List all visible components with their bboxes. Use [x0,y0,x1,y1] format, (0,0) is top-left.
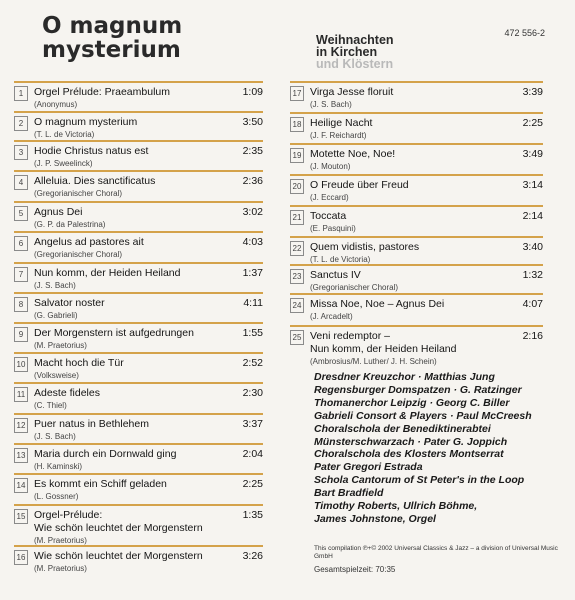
track-item [14,140,263,170]
track-item [14,545,263,575]
performer-line: Schola Cantorum of St Peter's in the Loop [314,474,525,487]
track-title: Angelus ad pastores ait [34,236,144,248]
track-duration: 2:16 [522,330,543,342]
track-number: 3 [14,145,28,160]
track-title: Der Morgenstern ist aufgedrungen [34,327,194,339]
track-number: 12 [14,418,28,433]
series-line-1: Weihnachten [316,33,394,47]
track-duration: 1:09 [242,86,263,98]
track-composer: (J. S. Bach) [310,100,352,109]
track-number: 1 [14,86,28,101]
performer-line: Münsterschwarzach · Pater G. Joppich [314,435,508,448]
track-item [14,413,263,443]
track-composer: (J. Eccard) [310,193,349,202]
total-playing-time: Gesamtspielzeit: 70:35 [314,565,396,574]
track-title: Motette Noe, Noe! [310,148,396,160]
track-title: Alleluia. Dies sanctificatus [34,175,156,187]
track-number: 8 [14,297,28,312]
track-title: Puer natus in Bethlehem [34,418,149,430]
track-item [14,292,263,322]
divider-rule [14,201,263,203]
divider-rule [290,112,543,114]
track-title: Orgel-Prélude: [34,509,103,521]
track-composer: (G. Gabrieli) [34,311,78,320]
track-item [290,143,543,173]
track-composer: (L. Gossner) [34,492,79,501]
track-number: 14 [14,478,28,493]
track-duration: 2:25 [242,478,263,490]
track-composer: (M. Praetorius) [34,564,87,573]
divider-rule [290,81,543,83]
divider-rule [14,545,263,547]
track-title: Es kommt ein Schiff geladen [34,478,167,490]
track-number: 10 [14,357,28,372]
track-composer: (J. Mouton) [310,162,351,171]
album-title [42,14,182,62]
track-number: 11 [14,387,28,402]
track-number: 16 [14,550,28,565]
track-composer: (C. Thiel) [34,401,67,410]
track-number: 7 [14,267,28,282]
track-composer: (M. Praetorius) [34,341,87,350]
track-duration: 2:36 [242,175,263,187]
track-duration: 3:26 [242,550,263,562]
track-number: 18 [290,117,304,132]
copyright-credit: This compilation ℗+© 2002 Universal Classics & Jazz – a division of Universal Music GmbH [314,545,558,560]
track-title: Quem vidistis, pastores [310,241,420,253]
track-item [14,201,263,231]
track-title: Orgel Prélude: Praeambulum [34,86,170,98]
divider-rule [14,231,263,233]
track-title: Sanctus IV [310,269,361,281]
track-item [14,262,263,292]
divider-rule [290,174,543,176]
track-composer: (J. S. Bach) [34,281,76,290]
track-number: 9 [14,327,28,342]
divider-rule [14,262,263,264]
track-title: Virga Jesse floruit [310,86,394,98]
track-title: Macht hoch die Tür [34,357,124,369]
track-item [14,322,263,352]
track-composer: (G. P. da Palestrina) [34,220,106,229]
track-item [14,111,263,141]
divider-rule [290,236,543,238]
track-item [290,81,543,111]
divider-rule [14,413,263,415]
track-number: 22 [290,241,304,256]
performers-list [314,371,564,526]
track-duration: 3:49 [522,148,543,160]
track-composer: (Gregorianischer Choral) [34,250,123,259]
track-duration: 2:35 [242,145,263,157]
track-number: 19 [290,148,304,163]
track-composer: (Anonymus) [34,100,78,109]
track-number: 2 [14,116,28,131]
divider-rule [14,443,263,445]
track-duration: 2:30 [242,387,263,399]
track-duration: 1:55 [242,327,263,339]
series-line-2: in Kirchen [316,45,378,59]
track-composer: (J. Arcadelt) [310,312,353,321]
divider-rule [14,170,263,172]
track-item [290,325,543,366]
performer-line: Bart Bradfield [314,487,384,500]
divider-rule [14,473,263,475]
track-duration: 3:37 [242,418,263,430]
performer-line: Timothy Roberts, Ullrich Böhme, [314,500,478,513]
track-number: 6 [14,236,28,251]
series-title [316,34,394,70]
divider-rule [14,140,263,142]
performer-line: Choralschola der Benediktinerabtei [314,422,491,435]
track-item [14,473,263,503]
track-item [290,174,543,204]
divider-rule [290,205,543,207]
track-duration: 4:11 [243,297,263,309]
track-title: Missa Noe, Noe – Agnus Dei [310,298,445,310]
track-number: 21 [290,210,304,225]
track-number: 20 [290,179,304,194]
track-item [14,504,263,545]
divider-rule [14,81,263,83]
track-composer: (E. Pasquini) [310,224,356,233]
track-title: O Freude über Freud [310,179,409,191]
track-number: 24 [290,298,304,313]
divider-rule [290,293,543,295]
divider-rule [14,111,263,113]
track-title: Veni redemptor – [310,330,390,342]
track-composer: (T. L. de Victoria) [310,255,371,264]
divider-rule [14,382,263,384]
track-number: 4 [14,175,28,190]
album-title-line-2: mysterium [42,37,181,63]
divider-rule [14,352,263,354]
track-duration: 2:52 [242,357,263,369]
performer-line: Choralschola des Klosters Montserrat [314,448,504,461]
track-duration: 2:04 [242,448,263,460]
track-number: 5 [14,206,28,221]
track-duration: 4:03 [242,236,263,248]
track-composer: (J. P. Sweelinck) [34,159,93,168]
track-item [290,112,543,142]
track-title: Heilige Nacht [310,117,373,129]
album-title-line-1: O magnum [42,13,183,39]
track-duration: 2:25 [522,117,543,129]
performer-line: Pater Gregori Estrada [314,461,423,474]
track-composer: (Gregorianischer Choral) [310,283,399,292]
track-title: Nun komm, der Heiden Heiland [34,267,181,279]
performer-line: James Johnstone, Orgel [314,512,436,525]
track-title-line-2: Nun komm, der Heiden Heiland [310,343,457,355]
track-item [14,443,263,473]
track-item [14,382,263,412]
divider-rule [14,292,263,294]
track-composer: (Gregorianischer Choral) [34,189,123,198]
track-composer: (M. Praetorius) [34,536,87,545]
performer-line: Gabrieli Consort & Players · Paul McCreesh [314,409,532,422]
track-title: Adeste fideles [34,387,100,399]
track-duration: 3:02 [242,206,263,218]
divider-rule [290,264,543,266]
track-item [14,352,263,382]
track-item [14,170,263,200]
track-item [290,264,543,294]
series-line-3: und Klöstern [316,57,394,71]
track-duration: 3:39 [522,86,543,98]
track-title: Agnus Dei [34,206,83,218]
performer-line: Dresdner Kreuzchor · Matthias Jung [314,371,495,383]
track-number: 13 [14,448,28,463]
track-title-line-2: Wie schön leuchtet der Morgenstern [34,522,203,534]
divider-rule [14,504,263,506]
track-number: 17 [290,86,304,101]
performer-line: Regensburger Domspatzen · G. Ratzinger [314,383,522,396]
track-duration: 1:35 [242,509,263,521]
track-number: 25 [290,330,304,345]
track-item [290,236,543,266]
track-title: Toccata [310,210,347,222]
track-item [14,81,263,111]
track-duration: 3:50 [242,116,263,128]
track-duration: 1:32 [522,269,543,281]
divider-rule [14,322,263,324]
track-title: O magnum mysterium [34,116,138,128]
track-composer: (J. F. Reichardt) [310,131,367,140]
catalog-number: 472 556-2 [504,28,545,38]
track-duration: 3:14 [522,179,543,191]
track-title: Maria durch ein Dornwald ging [34,448,177,460]
track-item [290,205,543,235]
track-number: 15 [14,509,28,524]
track-composer: (Ambrosius/M. Luther/ J. H. Schein) [310,357,437,366]
track-composer: (T. L. de Victoria) [34,130,95,139]
track-duration: 2:14 [522,210,543,222]
performer-line: Thomanerchor Leipzig · Georg C. Biller [314,396,510,409]
track-composer: (Volksweise) [34,371,79,380]
track-number: 23 [290,269,304,284]
track-composer: (H. Kaminski) [34,462,83,471]
track-item [14,231,263,261]
track-title: Wie schön leuchtet der Morgenstern [34,550,203,562]
track-duration: 3:40 [522,241,543,253]
track-item [290,293,543,323]
track-composer: (J. S. Bach) [34,432,76,441]
track-duration: 1:37 [242,267,263,279]
divider-rule [290,325,543,327]
track-duration: 4:07 [522,298,543,310]
track-title: Hodie Christus natus est [34,145,149,157]
track-title: Salvator noster [34,297,105,309]
divider-rule [290,143,543,145]
